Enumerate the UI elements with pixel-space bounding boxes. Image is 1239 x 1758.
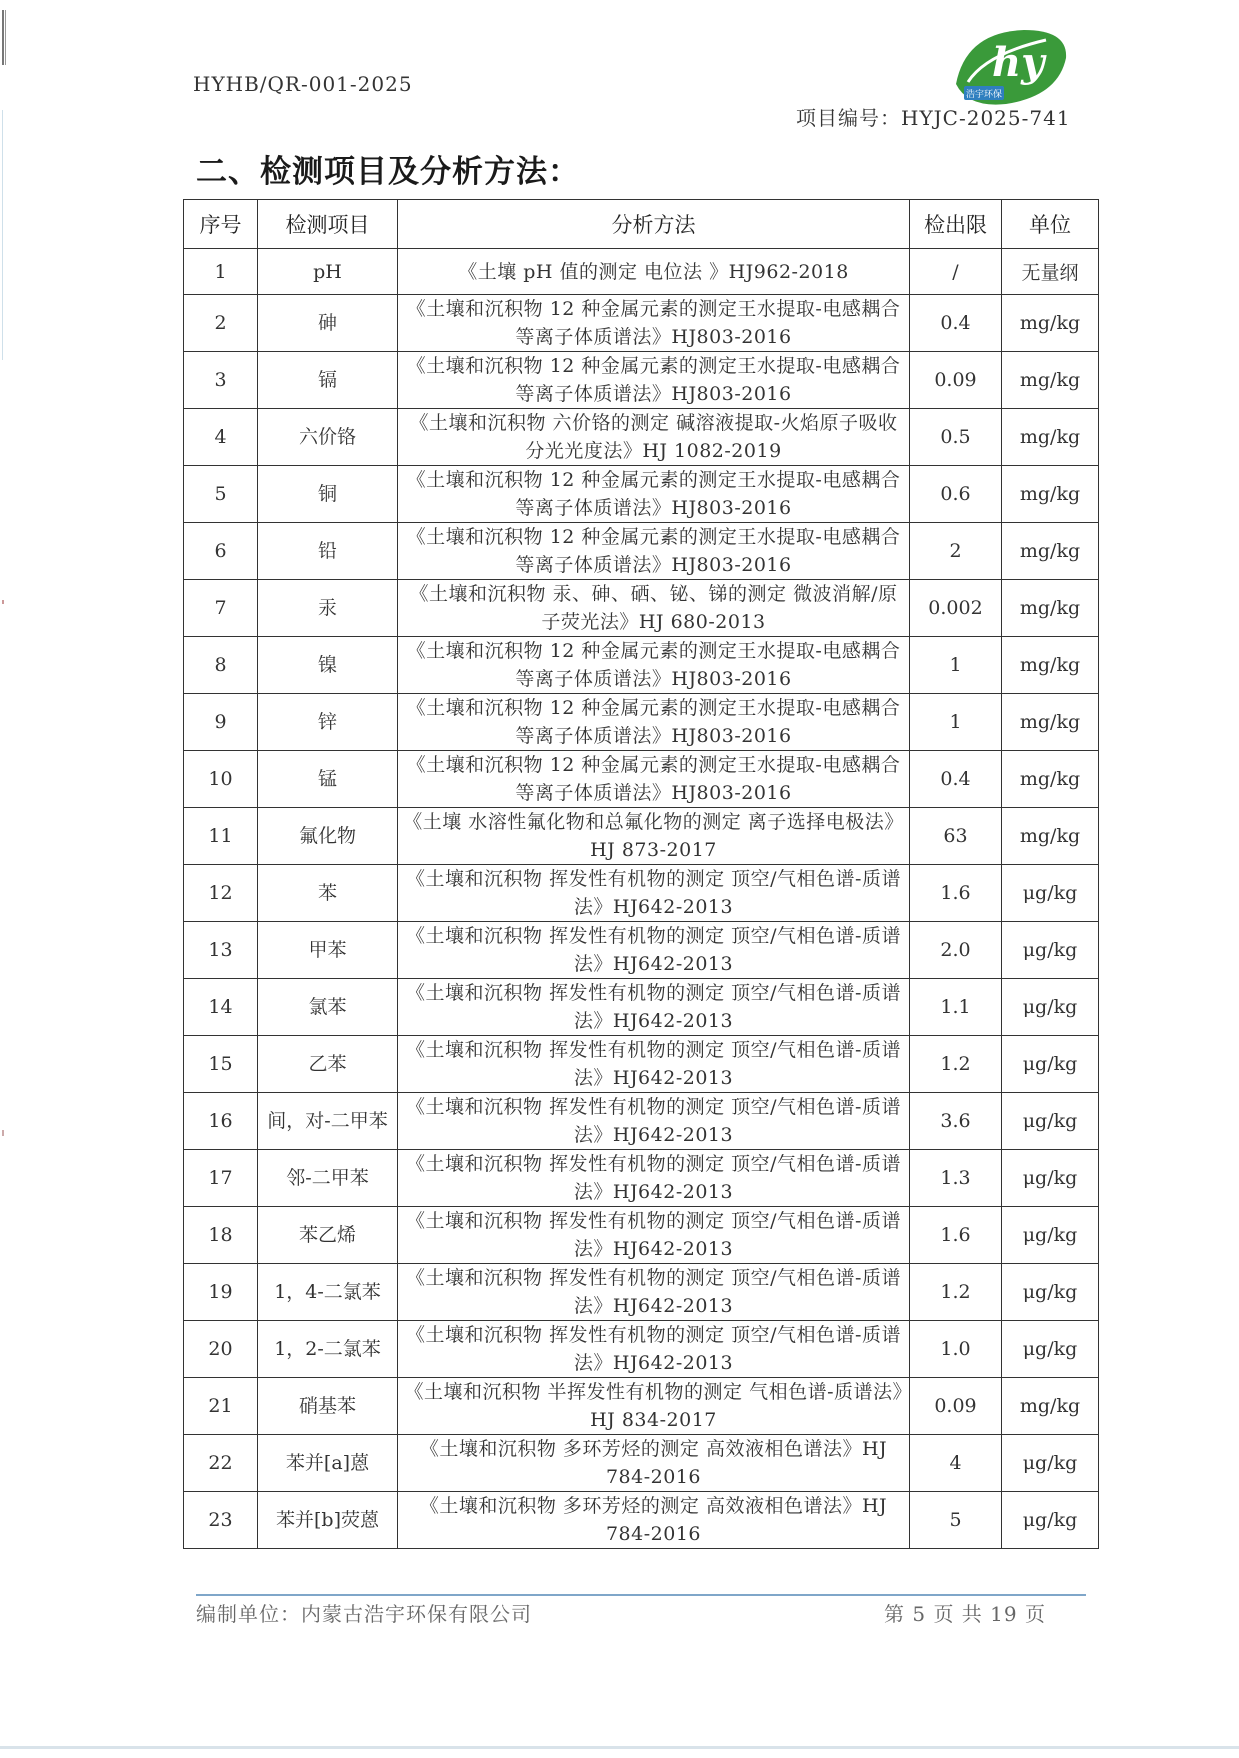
cell-no: 16 [184, 1093, 258, 1150]
cell-method: 《土壤和沉积物 挥发性有机物的测定 顶空/气相色谱-质谱法》HJ642-2013 [398, 1093, 910, 1150]
cell-limit: 2.0 [910, 922, 1002, 979]
cell-no: 15 [184, 1036, 258, 1093]
cell-item: 氯苯 [258, 979, 398, 1036]
cell-item: 镍 [258, 637, 398, 694]
cell-no: 17 [184, 1150, 258, 1207]
cell-limit: 0.09 [910, 352, 1002, 409]
table-row [184, 637, 1099, 694]
cell-limit: 1 [910, 694, 1002, 751]
table-row [184, 1093, 1099, 1150]
cell-limit: 2 [910, 523, 1002, 580]
cell-method: 《土壤和沉积物 挥发性有机物的测定 顶空/气相色谱-质谱法》HJ642-2013 [398, 1150, 910, 1207]
cell-no: 21 [184, 1378, 258, 1435]
cell-no: 2 [184, 295, 258, 352]
cell-item: 氟化物 [258, 808, 398, 865]
cell-item: 铅 [258, 523, 398, 580]
cell-item: 间，对-二甲苯 [258, 1093, 398, 1150]
cell-method: 《土壤和沉积物 挥发性有机物的测定 顶空/气相色谱-质谱法》HJ642-2013 [398, 1036, 910, 1093]
table-row [184, 979, 1099, 1036]
table-row [184, 751, 1099, 808]
cell-unit: mg/kg [1002, 523, 1099, 580]
table-row [184, 295, 1099, 352]
table-row [184, 1036, 1099, 1093]
table-header-row [184, 200, 1099, 249]
footer-divider [196, 1594, 1086, 1596]
table-row [184, 466, 1099, 523]
cell-limit: 1.2 [910, 1036, 1002, 1093]
cell-limit: / [910, 249, 1002, 295]
cell-item: 苯并[a]蒽 [258, 1435, 398, 1492]
cell-method: 《土壤和沉积物 12 种金属元素的测定王水提取-电感耦合等离子体质谱法》HJ803-2016 [398, 466, 910, 523]
cell-limit: 63 [910, 808, 1002, 865]
cell-limit: 0.5 [910, 409, 1002, 466]
logo-text: 浩宇环保 [966, 90, 1003, 100]
scan-bottom-edge [0, 1746, 1239, 1749]
cell-unit: mg/kg [1002, 295, 1099, 352]
cell-unit: mg/kg [1002, 466, 1099, 523]
cell-unit: mg/kg [1002, 808, 1099, 865]
cell-unit: mg/kg [1002, 580, 1099, 637]
cell-method: 《土壤和沉积物 12 种金属元素的测定王水提取-电感耦合等离子体质谱法》HJ803-2016 [398, 694, 910, 751]
cell-item: 汞 [258, 580, 398, 637]
cell-item: 邻-二甲苯 [258, 1150, 398, 1207]
project-number: 项目编号：HYJC-2025-741 [796, 106, 1071, 130]
cell-no: 1 [184, 249, 258, 295]
cell-item: 锌 [258, 694, 398, 751]
cell-limit: 1.6 [910, 1207, 1002, 1264]
cell-method: 《土壤和沉积物 12 种金属元素的测定王水提取-电感耦合等离子体质谱法》HJ803-2016 [398, 637, 910, 694]
footer-compiler: 编制单位：内蒙古浩宇环保有限公司 [196, 1602, 532, 1626]
table-row [184, 1150, 1099, 1207]
cell-method: 《土壤和沉积物 半挥发性有机物的测定 气相色谱-质谱法》HJ 834-2017 [398, 1378, 910, 1435]
header-unit: 单位 [1002, 200, 1099, 249]
cell-item: 苯乙烯 [258, 1207, 398, 1264]
table-row [184, 865, 1099, 922]
cell-unit: mg/kg [1002, 637, 1099, 694]
cell-no: 18 [184, 1207, 258, 1264]
svg-text:hy: hy [992, 39, 1045, 86]
cell-limit: 3.6 [910, 1093, 1002, 1150]
cell-item: 苯 [258, 865, 398, 922]
cell-method: 《土壤和沉积物 挥发性有机物的测定 顶空/气相色谱-质谱法》HJ642-2013 [398, 865, 910, 922]
cell-no: 9 [184, 694, 258, 751]
cell-method: 《土壤 水溶性氟化物和总氟化物的测定 离子选择电极法》HJ 873-2017 [398, 808, 910, 865]
cell-item: pH [258, 249, 398, 295]
cell-unit: μg/kg [1002, 1435, 1099, 1492]
cell-unit: μg/kg [1002, 1207, 1099, 1264]
cell-limit: 1 [910, 637, 1002, 694]
methods-table [183, 199, 1099, 1549]
cell-limit: 0.09 [910, 1378, 1002, 1435]
cell-unit: μg/kg [1002, 1150, 1099, 1207]
table-row [184, 1492, 1099, 1549]
company-logo [946, 24, 1074, 110]
table-row [184, 352, 1099, 409]
cell-no: 20 [184, 1321, 258, 1378]
table-row [184, 580, 1099, 637]
cell-no: 6 [184, 523, 258, 580]
cell-item: 六价铬 [258, 409, 398, 466]
cell-unit: μg/kg [1002, 1321, 1099, 1378]
cell-unit: μg/kg [1002, 1036, 1099, 1093]
table-row [184, 523, 1099, 580]
cell-limit: 5 [910, 1492, 1002, 1549]
table-row [184, 1378, 1099, 1435]
cell-method: 《土壤和沉积物 12 种金属元素的测定王水提取-电感耦合等离子体质谱法》HJ803-2016 [398, 523, 910, 580]
cell-method: 《土壤和沉积物 六价铬的测定 碱溶液提取-火焰原子吸收分光光度法》HJ 1082-2019 [398, 409, 910, 466]
cell-limit: 4 [910, 1435, 1002, 1492]
header-item: 检测项目 [258, 200, 398, 249]
cell-limit: 1.0 [910, 1321, 1002, 1378]
cell-item: 镉 [258, 352, 398, 409]
cell-method: 《土壤 pH 值的测定 电位法 》HJ962-2018 [398, 249, 910, 295]
cell-item: 甲苯 [258, 922, 398, 979]
cell-method: 《土壤和沉积物 挥发性有机物的测定 顶空/气相色谱-质谱法》HJ642-2013 [398, 979, 910, 1036]
cell-method: 《土壤和沉积物 多环芳烃的测定 高效液相色谱法》HJ 784-2016 [398, 1492, 910, 1549]
cell-method: 《土壤和沉积物 挥发性有机物的测定 顶空/气相色谱-质谱法》HJ642-2013 [398, 1207, 910, 1264]
cell-limit: 0.4 [910, 295, 1002, 352]
cell-unit: mg/kg [1002, 352, 1099, 409]
table-body [184, 249, 1099, 1549]
cell-unit: μg/kg [1002, 1264, 1099, 1321]
header-no: 序号 [184, 200, 258, 249]
document-code: HYHB/QR-001-2025 [193, 72, 413, 96]
cell-item: 乙苯 [258, 1036, 398, 1093]
cell-item: 苯并[b]荧蒽 [258, 1492, 398, 1549]
cell-limit: 0.6 [910, 466, 1002, 523]
cell-limit: 1.6 [910, 865, 1002, 922]
cell-unit: μg/kg [1002, 865, 1099, 922]
cell-unit: mg/kg [1002, 694, 1099, 751]
table-row [184, 808, 1099, 865]
cell-item: 锰 [258, 751, 398, 808]
cell-unit: μg/kg [1002, 979, 1099, 1036]
scan-edge-marks [0, 0, 10, 1754]
cell-no: 23 [184, 1492, 258, 1549]
cell-method: 《土壤和沉积物 12 种金属元素的测定王水提取-电感耦合等离子体质谱法》HJ803-2016 [398, 352, 910, 409]
cell-limit: 0.002 [910, 580, 1002, 637]
cell-method: 《土壤和沉积物 12 种金属元素的测定王水提取-电感耦合等离子体质谱法》HJ803-2016 [398, 751, 910, 808]
cell-no: 22 [184, 1435, 258, 1492]
table-row [184, 922, 1099, 979]
table-row [184, 1435, 1099, 1492]
header-method: 分析方法 [398, 200, 910, 249]
cell-limit: 1.1 [910, 979, 1002, 1036]
cell-item: 铜 [258, 466, 398, 523]
cell-no: 3 [184, 352, 258, 409]
cell-method: 《土壤和沉积物 12 种金属元素的测定王水提取-电感耦合等离子体质谱法》HJ803-2016 [398, 295, 910, 352]
cell-no: 19 [184, 1264, 258, 1321]
cell-no: 13 [184, 922, 258, 979]
cell-method: 《土壤和沉积物 多环芳烃的测定 高效液相色谱法》HJ 784-2016 [398, 1435, 910, 1492]
cell-unit: mg/kg [1002, 751, 1099, 808]
cell-no: 5 [184, 466, 258, 523]
cell-no: 7 [184, 580, 258, 637]
cell-method: 《土壤和沉积物 挥发性有机物的测定 顶空/气相色谱-质谱法》HJ642-2013 [398, 922, 910, 979]
cell-unit: mg/kg [1002, 409, 1099, 466]
cell-no: 12 [184, 865, 258, 922]
cell-limit: 1.2 [910, 1264, 1002, 1321]
cell-no: 4 [184, 409, 258, 466]
cell-method: 《土壤和沉积物 挥发性有机物的测定 顶空/气相色谱-质谱法》HJ642-2013 [398, 1264, 910, 1321]
cell-limit: 0.4 [910, 751, 1002, 808]
cell-unit: μg/kg [1002, 1093, 1099, 1150]
cell-item: 1，4-二氯苯 [258, 1264, 398, 1321]
table-row [184, 249, 1099, 295]
table-row [184, 1321, 1099, 1378]
cell-method: 《土壤和沉积物 汞、砷、硒、铋、锑的测定 微波消解/原子荧光法》HJ 680-2013 [398, 580, 910, 637]
footer-page-number: 第 5 页 共 19 页 [884, 1602, 1046, 1626]
cell-unit: mg/kg [1002, 1378, 1099, 1435]
cell-limit: 1.3 [910, 1150, 1002, 1207]
cell-no: 8 [184, 637, 258, 694]
table-row [184, 1264, 1099, 1321]
cell-no: 11 [184, 808, 258, 865]
cell-no: 14 [184, 979, 258, 1036]
table-row [184, 694, 1099, 751]
section-title: 二、检测项目及分析方法： [196, 154, 580, 190]
table-row [184, 409, 1099, 466]
cell-unit: 无量纲 [1002, 249, 1099, 295]
cell-unit: μg/kg [1002, 1492, 1099, 1549]
cell-method: 《土壤和沉积物 挥发性有机物的测定 顶空/气相色谱-质谱法》HJ642-2013 [398, 1321, 910, 1378]
cell-unit: μg/kg [1002, 922, 1099, 979]
header-limit: 检出限 [910, 200, 1002, 249]
table-row [184, 1207, 1099, 1264]
cell-no: 10 [184, 751, 258, 808]
cell-item: 砷 [258, 295, 398, 352]
cell-item: 1，2-二氯苯 [258, 1321, 398, 1378]
cell-item: 硝基苯 [258, 1378, 398, 1435]
